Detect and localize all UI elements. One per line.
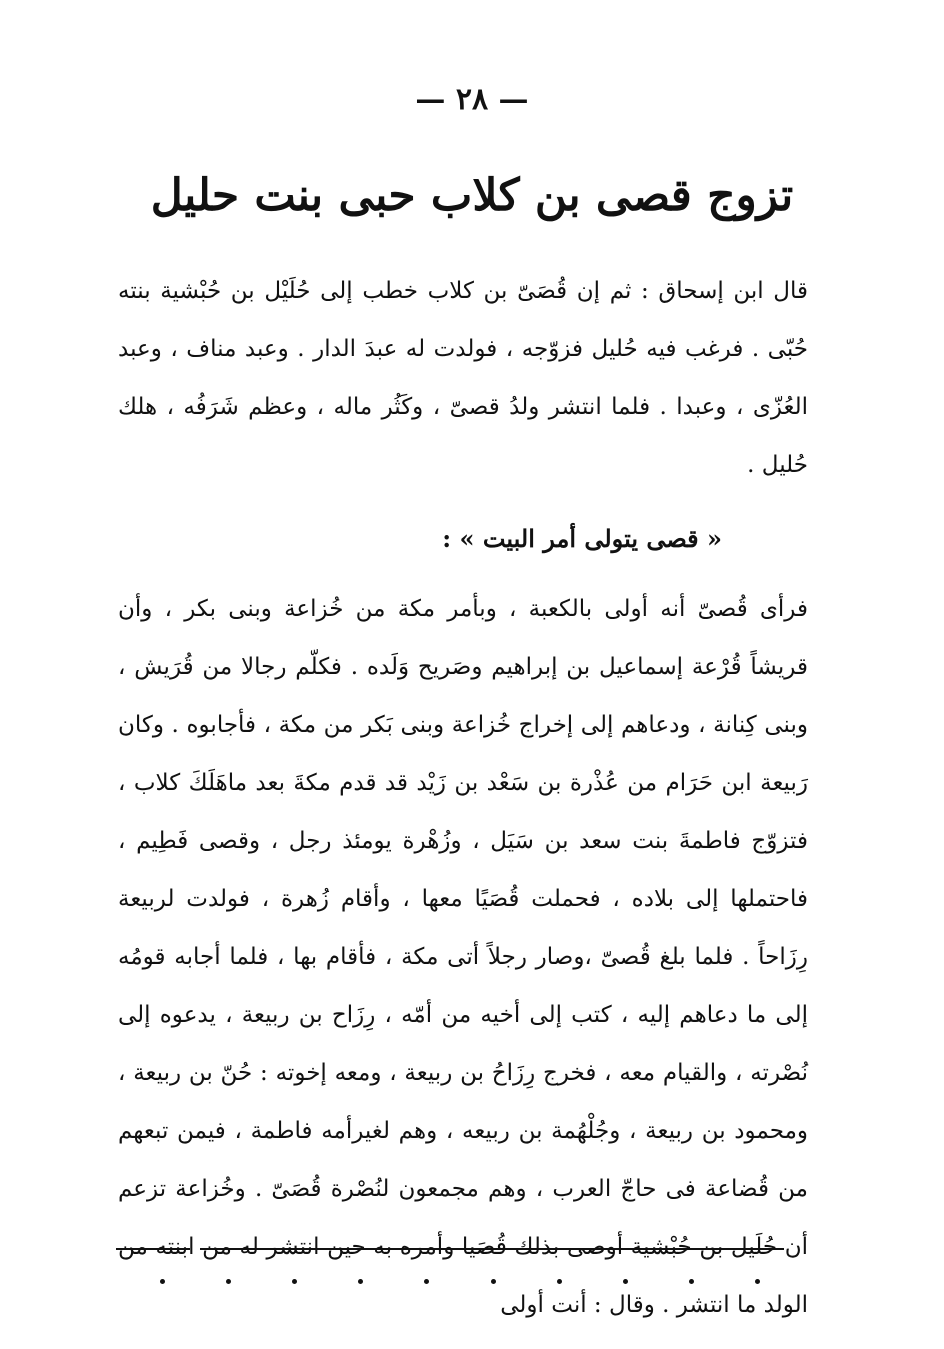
- page-number: — ٢٨ —: [415, 82, 529, 117]
- paragraph-intro: قال ابن إسحاق : ثم إن قُصَىّ بن كلاب خطب إلى حُلَيْل بن حُبْشية بنته حُبّى . فرغب فيه حُليل فزوّجه ، فولدت له عبدَ الدار . وعبد مناف ، وعبد العُزّى ، وعبدا . فلما انتشر ولدُ قصىّ ، وكَثُر ماله ، وعظم شَرَفُه ، هلك حُليل .: [118, 278, 808, 478]
- dot-mark: [689, 1279, 694, 1284]
- footnote-dots: [160, 1274, 760, 1288]
- dot-mark: [160, 1279, 165, 1284]
- dot-mark: [623, 1279, 628, 1284]
- dot-mark: [424, 1279, 429, 1284]
- dot-mark: [491, 1279, 496, 1284]
- dot-mark: [557, 1279, 562, 1284]
- dot-mark: [226, 1279, 231, 1284]
- footnote-rule-short: [116, 1248, 190, 1250]
- dot-mark: [755, 1279, 760, 1284]
- dot-mark: [358, 1279, 363, 1284]
- section-heading: « قصى يتولى أمر البيت » :: [442, 524, 722, 553]
- footnote-rule: [200, 1248, 784, 1250]
- chapter-title: تزوج قصى بن كلاب حبى بنت حليل: [150, 170, 794, 221]
- paragraph-body: فرأى قُصىّ أنه أولى بالكعبة ، وبأمر مكة من خُزاعة وبنى بكر ، وأن قريشاً قُرْعة إسماعيل بن إبراهيم وصَريح وَلَده . فكلّم رجالا من قُرَيش ، وبنى كِنانة ، ودعاهم إلى إخراج خُزاعة وبنى بَكر من مكة ، فأجابوه . وكان رَبيعة ابن حَرَام من عُذْرة بن سَعْد بن زَيْد قد قدم مكةَ بعد ماهَلَكَ كلاب ، فتزوّج فاطمةَ بنت سعد بن سَيَل ، وزُهْرة يومئذ رجل ، وقصى فَطِيم ، فاحتملها إلى بلاده ، فحملت قُصَيًا معها ، وأقام زُهرة ، فولدت لربيعة رِزَاحاً . فلما بلغ قُصىّ ،وصار رجلاً أتى مكة ، فأقام بها ، فلما أجابه قومُه إلى ما دعاهم إليه ، كتب إلى أخيه من أمّه ، رِزَاح بن ربيعة ، يدعوه إلى نُصْرته ، والقيام معه ، فخرج رِزَاحُ بن ربيعة ، ومعه إخوته : حُنّ بن ربيعة ، ومحمود بن ربيعة ، وجُلْهُمة بن ربيعه ، وهم لغيرأمه فاطمة ، فيمن تبعهم من قُضاعة فى حاجّ العرب ، وهم مجمعون لنُصْرة قُصَىّ . وخُزاعة تزعم أن حُلَيل بن حُبْشية أوصى بذلك قُصَيا وأمره به حين انتشر له من ابنته من الولد ما انتشر . وقال : أنت أولى: [118, 596, 808, 1318]
- dot-mark: [292, 1279, 297, 1284]
